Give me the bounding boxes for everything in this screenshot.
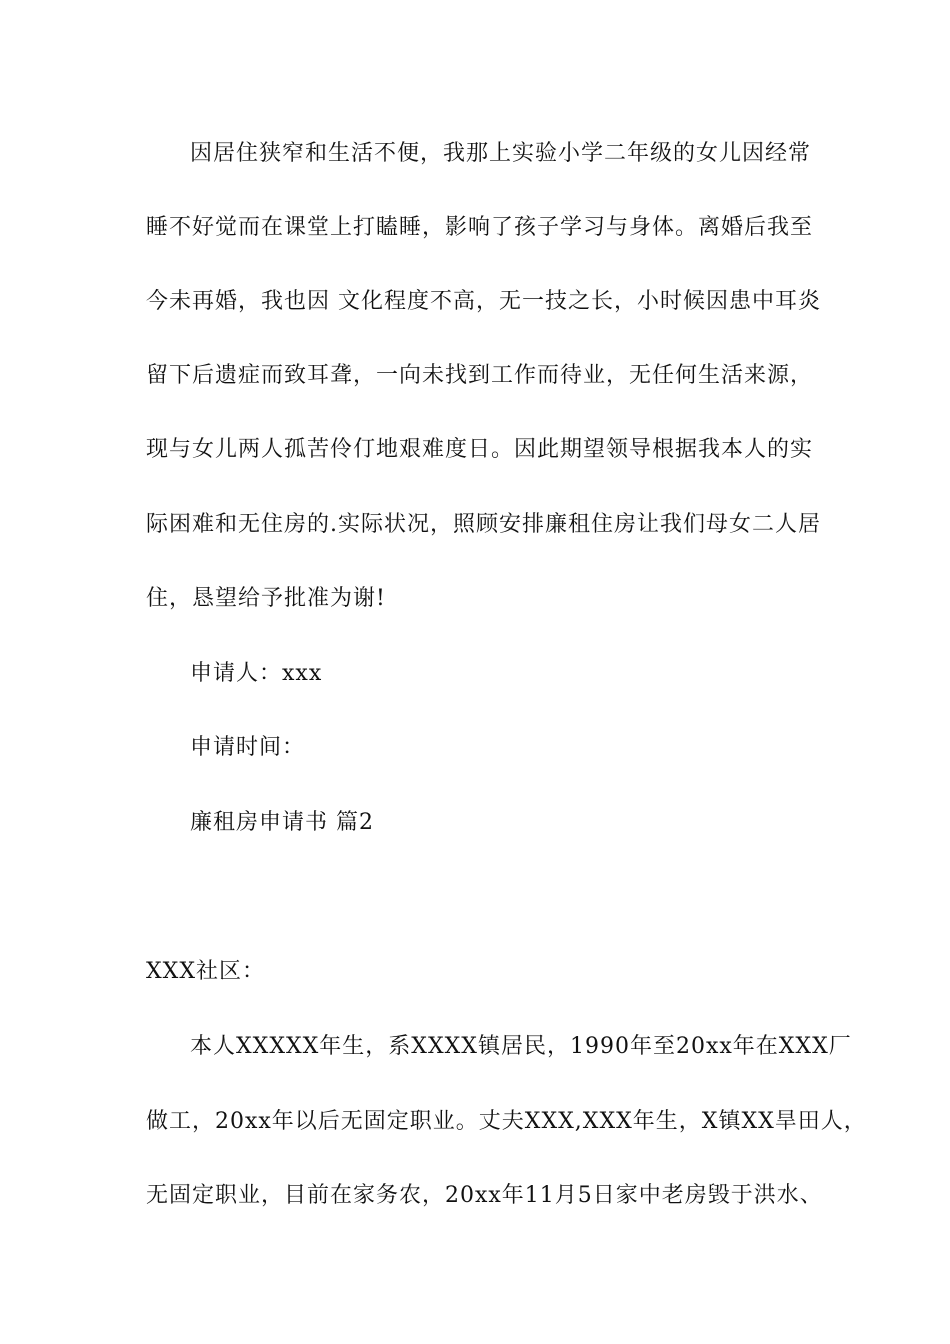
paragraph1-line-3: 今未再婚，我也因 文化程度不高，无一技之长，小时候因患中耳炎 xyxy=(146,289,821,314)
paragraph1-line-2: 睡不好觉而在课堂上打瞌睡，影响了孩子学习与身体。离婚后我至 xyxy=(146,215,814,240)
addressee-line: XXX社区： xyxy=(146,959,265,984)
paragraph2-line-1: 本人XXXXX年生，系XXXX镇居民，1990年至20xx年在XXX厂 xyxy=(190,1034,852,1059)
paragraph1-line-6: 际困难和无住房的.实际状况，照顾安排廉租住房让我们母女二人居 xyxy=(146,512,821,537)
paragraph1-line-1: 因居住狭窄和生活不便，我那上实验小学二年级的女儿因经常 xyxy=(190,141,812,166)
section-title: 廉租房申请书 篇2 xyxy=(190,810,374,835)
paragraph1-line-4: 留下后遗症而致耳聋，一向未找到工作而待业，无任何生活来源， xyxy=(146,363,814,388)
paragraph2-line-2: 做工，20xx年以后无固定职业。丈夫XXX,XXX年生，X镇XX旱田人， xyxy=(146,1109,867,1134)
apply-time-line: 申请时间： xyxy=(190,735,306,760)
paragraph1-line-5: 现与女儿两人孤苦伶仃地艰难度日。因此期望领导根据我本人的实 xyxy=(146,437,814,462)
paragraph2-line-3: 无固定职业，目前在家务农，20xx年11月5日家中老房毁于洪水、 xyxy=(146,1183,823,1208)
applicant-line: 申请人：xxx xyxy=(190,661,323,686)
paragraph1-line-7: 住，恳望给予批准为谢! xyxy=(146,586,386,611)
